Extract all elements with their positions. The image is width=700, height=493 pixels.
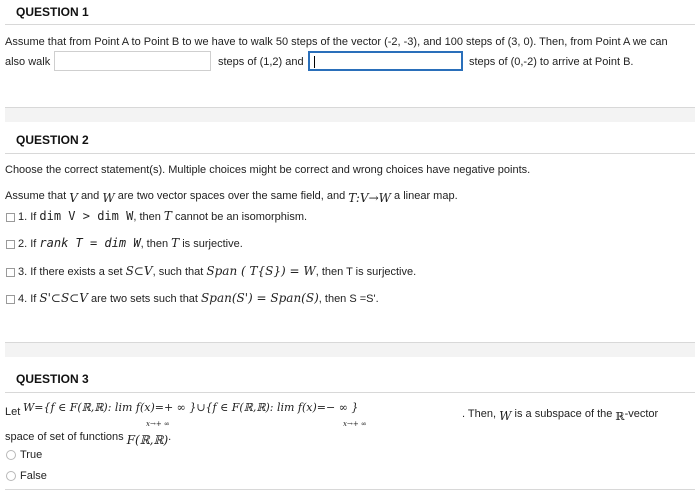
- option-text: , then: [140, 238, 169, 250]
- option-text: cannot be an isomorphism.: [175, 211, 308, 223]
- set-w: W: [499, 409, 512, 423]
- option-4-checkbox[interactable]: [6, 295, 15, 304]
- option-4-label[interactable]: [18, 291, 379, 305]
- option-num: 1. If: [18, 211, 37, 223]
- assume-and: and: [80, 190, 100, 202]
- assume-pre: Assume that: [5, 190, 67, 202]
- question-1-end-text: steps of (0,-2) to arrive at Point B.: [469, 56, 634, 68]
- question-3-line2: [5, 429, 172, 447]
- vector-text: -vector: [624, 408, 659, 420]
- assume-mid: are two vector spaces over the same field, and: [117, 190, 346, 202]
- question-3-then: [462, 406, 659, 423]
- question-3-title: QUESTION 3: [16, 372, 89, 386]
- false-label[interactable]: False: [20, 470, 47, 482]
- option-2-checkbox[interactable]: [6, 240, 15, 249]
- functions-text: space of set of functions: [5, 431, 124, 443]
- option-math: Span(S') = Span(S): [201, 291, 319, 305]
- limit-subscript-2: x→+ ∞: [343, 420, 367, 428]
- period: .: [168, 431, 172, 443]
- option-1-checkbox[interactable]: [6, 213, 15, 222]
- option-math: Span ( T{S}) = W: [206, 264, 316, 278]
- spacer-band: [5, 343, 695, 357]
- question-1-text: Assume that from Point A to Point B to we have to walk 50 steps of the vector (-2, -3), and 100 steps of (3, 0). Then, from Point A we can: [5, 36, 668, 48]
- option-1-label[interactable]: [18, 209, 307, 223]
- then-text: . Then,: [462, 408, 497, 420]
- function-space: F(ℝ,ℝ): [126, 433, 169, 447]
- question-2-instructions: Choose the correct statement(s). Multiple choices might be correct and wrong choices have negative points.: [5, 164, 531, 176]
- divider: [5, 153, 695, 154]
- option-math: T: [163, 209, 172, 223]
- space-w: W: [102, 191, 115, 205]
- question-2-assume: [5, 188, 458, 205]
- question-1-title: QUESTION 1: [16, 5, 89, 19]
- steps-0-neg2-input[interactable]: [308, 51, 463, 71]
- option-text: is surjective.: [182, 238, 243, 250]
- option-3-label[interactable]: [18, 264, 416, 278]
- question-2-title: QUESTION 2: [16, 133, 89, 147]
- option-2-label[interactable]: [18, 236, 243, 250]
- option-text: are two sets such that: [90, 293, 198, 305]
- subspace-text: is a subspace of the: [514, 408, 613, 420]
- question-3-formula: W={f ∈ F(ℝ,ℝ): lim f(x)=+ ∞ }∪{f ∈ F(ℝ,ℝ): lim f(x)=− ∞ }: [23, 401, 359, 414]
- limit-subscript-1: x→+ ∞: [146, 420, 170, 428]
- option-text: , such that: [152, 266, 204, 278]
- real-field: ℝ: [615, 410, 625, 423]
- true-label[interactable]: True: [20, 449, 43, 461]
- option-text: , then T is surjective.: [315, 266, 417, 278]
- option-math: S⊂V: [125, 264, 153, 278]
- divider: [5, 489, 695, 490]
- option-3-checkbox[interactable]: [6, 268, 15, 277]
- space-v: V: [69, 191, 78, 205]
- divider: [5, 24, 695, 25]
- question-3-let: Let: [5, 406, 21, 418]
- assume-post: a linear map.: [394, 190, 458, 202]
- option-math: S'⊂S⊂V: [39, 291, 88, 305]
- text-caret: [314, 56, 315, 68]
- option-math: dim V > dim W: [39, 209, 134, 223]
- true-radio[interactable]: [6, 450, 16, 460]
- option-math: T: [171, 236, 180, 250]
- false-radio[interactable]: [6, 471, 16, 481]
- steps-1-2-input[interactable]: [54, 51, 211, 71]
- linear-map: T:V→W: [348, 191, 391, 205]
- option-math: rank T = dim W: [39, 236, 141, 250]
- option-text: , then: [133, 211, 161, 223]
- spacer-band: [5, 108, 695, 122]
- divider: [5, 392, 695, 393]
- option-num: 4. If: [18, 293, 37, 305]
- question-1-also-walk: also walk: [5, 56, 51, 68]
- option-num: 2. If: [18, 238, 37, 250]
- option-num: 3. If there exists a set: [18, 266, 123, 278]
- question-1-mid-text: steps of (1,2) and: [218, 56, 304, 68]
- option-text: , then S =S'.: [318, 293, 379, 305]
